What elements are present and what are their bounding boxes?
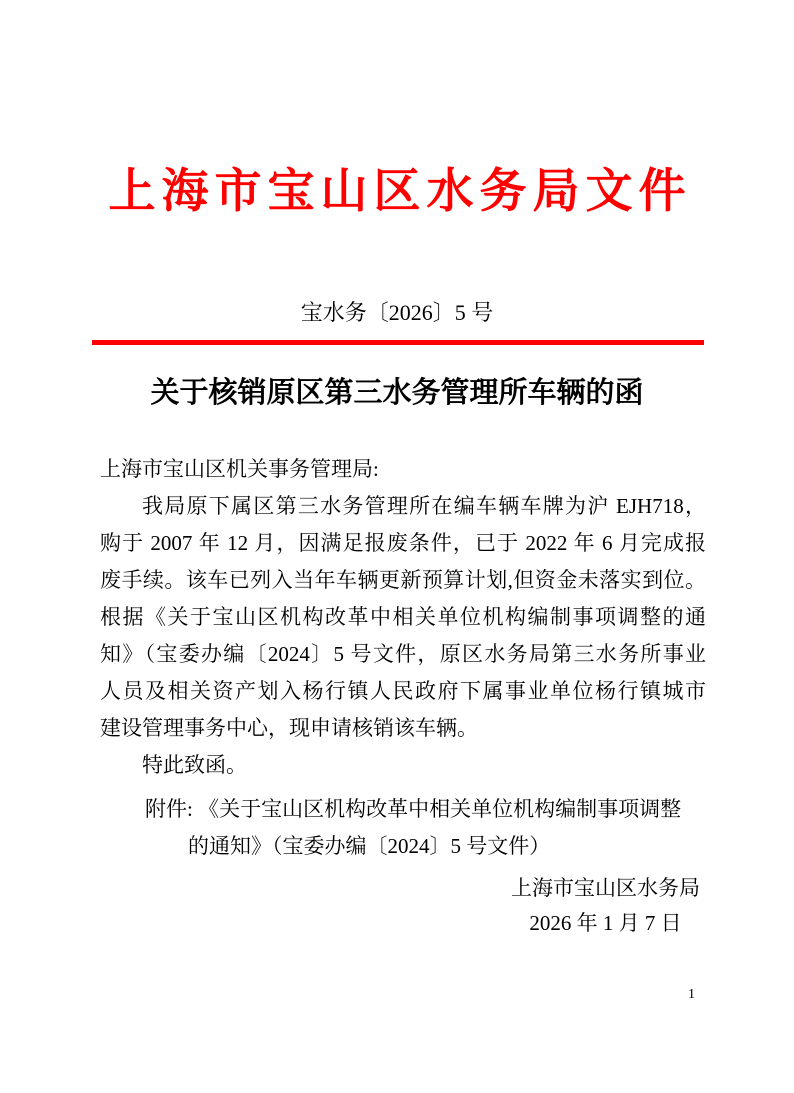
page-number: 1 <box>688 987 695 1002</box>
red-divider-line <box>92 340 704 345</box>
body-line: 根据《关于宝山区机构改革中相关单位机构编制事项调整的通 <box>100 605 706 629</box>
body-line: 我局原下属区第三水务管理所在编车辆车牌为沪 EJH718， <box>142 494 706 518</box>
body-line: 购于 2007 年 12 月，因满足报废条件，已于 2022 年 6 月完成报 <box>100 531 706 555</box>
attachment-line <box>145 791 706 828</box>
closing-line: 特此致函。 <box>142 753 247 777</box>
attachment-label: 附件: <box>145 797 193 821</box>
document-number: 宝水务〔2026〕5 号 <box>300 300 494 325</box>
body-line: 废手续。该车已列入当年车辆更新预算计划,但资金未落实到位。 <box>100 568 706 592</box>
document-subject-title: 关于核销原区第三水务管理所车辆的函 <box>150 377 644 409</box>
letterhead-title: 上海市宝山区水务局文件 <box>108 166 692 218</box>
signature-date: 2026 年 1 月 7 日 <box>529 911 682 935</box>
salutation: 上海市宝山区机关事务管理局: <box>100 457 379 481</box>
body-line: 人员及相关资产划入杨行镇人民政府下属事业单位杨行镇城市 <box>100 679 706 703</box>
body-line: 知》（宝委办编〔2024〕5 号文件，原区水务局第三水务所事业 <box>100 642 706 666</box>
document-body <box>100 451 706 784</box>
attachment-title-part2: 的通知》（宝委办编〔2024〕5 号文件） <box>188 834 551 858</box>
attachment-title-part1: 《关于宝山区机构改革中相关单位机构编制事项调整 <box>198 797 682 821</box>
body-line: 建设管理事务中心，现申请核销该车辆。 <box>100 716 478 740</box>
signature-org: 上海市宝山区水务局 <box>511 876 700 900</box>
attachment-block <box>145 791 706 865</box>
signature-block <box>511 871 700 941</box>
